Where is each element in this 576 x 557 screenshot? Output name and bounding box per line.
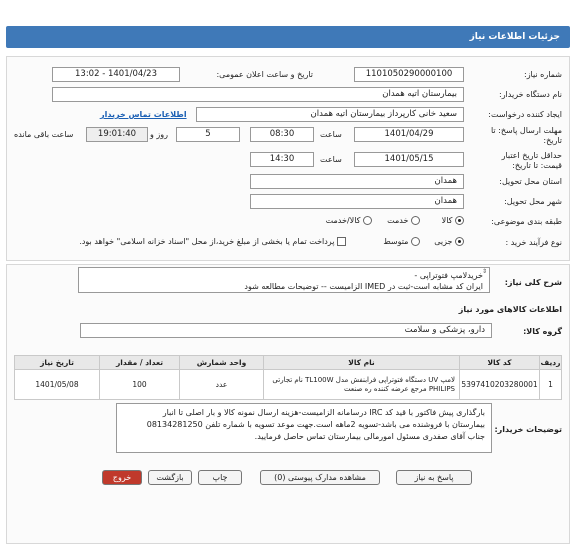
purchase-option-medium[interactable]: متوسط [383, 237, 420, 246]
checkbox-icon [337, 237, 346, 246]
general-desc-label: شرح کلی نیاز: [504, 278, 562, 287]
cell-code: 5397410203280001 [460, 370, 540, 400]
general-desc-line-1: خریدلامپ فتوتراپی - [414, 271, 483, 280]
buyer-notes-line-2: بیمارستان با فروشنده می باشد-تسویه 2ماهه است.جهت موعد تسویه با شماره تلفن 08134281250 [146, 420, 485, 429]
general-desc-field [78, 267, 490, 293]
print-button[interactable]: چاپ [198, 470, 242, 485]
col-name-header: نام کالا [264, 356, 460, 370]
validity-time-label: ساعت [320, 155, 342, 164]
category-option-service[interactable]: خدمت [387, 216, 420, 225]
general-desc-line-2: ایران کد مشابه است-ثبت در IMED الزامیست -- توضیحات مطالعه شود [244, 282, 483, 291]
creator-label: ایجاد کننده درخواست: [488, 110, 562, 119]
cell-qty: 100 [100, 370, 180, 400]
days-label: روز و [150, 130, 168, 139]
purchase-type-label: نوع فرآیند خرید : [505, 238, 562, 247]
purchase-option-minor[interactable]: جزیی [434, 237, 464, 246]
goods-group-label: گروه کالا: [523, 327, 562, 336]
goods-group-field: دارو، پزشکی و سلامت [80, 323, 492, 338]
province-label: استان محل تحویل: [499, 177, 562, 186]
radio-icon [363, 216, 372, 225]
announce-date-field: 1401/04/23 - 13:02 [52, 67, 180, 82]
cell-date: 1401/05/08 [15, 370, 100, 400]
reply-deadline-label: مهلت ارسال پاسخ: تا تاریخ: [490, 126, 562, 145]
cell-name [264, 370, 460, 400]
buyer-notes-line-1: بارگذاری پیش فاکتور با قید کد IRC درسامانه الزامیست-هزینه ارسال نمونه کالا و بار اصلی تا انبار [162, 408, 485, 417]
cell-name-line-2: PHILIPS مرجع عرضه کننده ره صنعت [344, 384, 455, 393]
need-number-label: شماره نیاز: [524, 70, 562, 79]
city-label: شهر محل تحویل: [504, 197, 562, 206]
radio-selected-icon [455, 216, 464, 225]
col-code-header: کد کالا [460, 356, 540, 370]
cell-row: 1 [540, 370, 562, 400]
reply-time-label: ساعت [320, 130, 342, 139]
reply-button[interactable]: پاسخ به نیاز [396, 470, 472, 485]
creator-field: سعید خانی کارپرداز بیمارستان اتیه همدان [196, 107, 464, 122]
cell-unit: عدد [180, 370, 264, 400]
reply-time-field: 08:30 [250, 127, 314, 142]
col-qty-header: تعداد / مقدار [100, 356, 180, 370]
buyer-org-field: بیمارستان اتیه همدان [52, 87, 464, 102]
buyer-notes-field [116, 403, 492, 453]
view-attachments-button[interactable]: مشاهده مدارک پیوستی (0) [260, 470, 380, 485]
validity-date-field: 1401/05/15 [354, 152, 464, 167]
treasury-payment-checkbox[interactable]: پرداخت تمام یا بخشی از مبلغ خرید،از محل "اسناد خزانه اسلامی" خواهد بود. [79, 237, 346, 246]
category-option-both[interactable]: کالا/خدمت [326, 216, 372, 225]
radio-selected-icon [455, 237, 464, 246]
table-row [15, 370, 562, 400]
need-number-field: 1101050290000100 [354, 67, 464, 82]
validity-label: حداقل تاریخ اعتبار قیمت: تا تاریخ: [501, 151, 562, 170]
buyer-notes-line-3: جناب آقای صفدری مسئول امورمالی بیمارستان تماس حاصل فرمایید. [254, 432, 485, 441]
remaining-time-field: 19:01:40 [86, 127, 148, 142]
col-unit-header: واحد شمارش [180, 356, 264, 370]
cell-name-line-1: لامپ UV دستگاه فتوتراپی فرابنفش مدل TL100W نام تجارتی [272, 375, 455, 384]
col-row-header: ردیف [540, 356, 562, 370]
validity-time-field: 14:30 [250, 152, 314, 167]
buyer-notes-label: توضیحات خریدار: [494, 425, 562, 434]
goods-table [14, 355, 562, 400]
remaining-label: ساعت باقی مانده [14, 130, 74, 139]
category-label: طبقه بندی موضوعی: [491, 217, 562, 226]
announce-date-label: تاریخ و ساعت اعلان عمومی: [216, 70, 313, 79]
col-date-header: تاریخ نیاز [15, 356, 100, 370]
resize-arrows-icon[interactable]: ⇕ [482, 268, 488, 275]
category-option-goods[interactable]: کالا [442, 216, 464, 225]
radio-icon [411, 216, 420, 225]
reply-date-field: 1401/04/29 [354, 127, 464, 142]
days-field: 5 [176, 127, 240, 142]
radio-icon [411, 237, 420, 246]
goods-info-title: اطلاعات کالاهای مورد نیاز [458, 305, 562, 314]
page-title: جزئیات اطلاعات نیاز [6, 26, 570, 48]
back-button[interactable]: بازگشت [148, 470, 192, 485]
buyer-org-label: نام دستگاه خریدار: [499, 90, 562, 99]
province-field: همدان [250, 174, 464, 189]
buyer-contact-link[interactable]: اطلاعات تماس خریدار [100, 110, 187, 119]
city-field: همدان [250, 194, 464, 209]
exit-button[interactable]: خروج [102, 470, 142, 485]
